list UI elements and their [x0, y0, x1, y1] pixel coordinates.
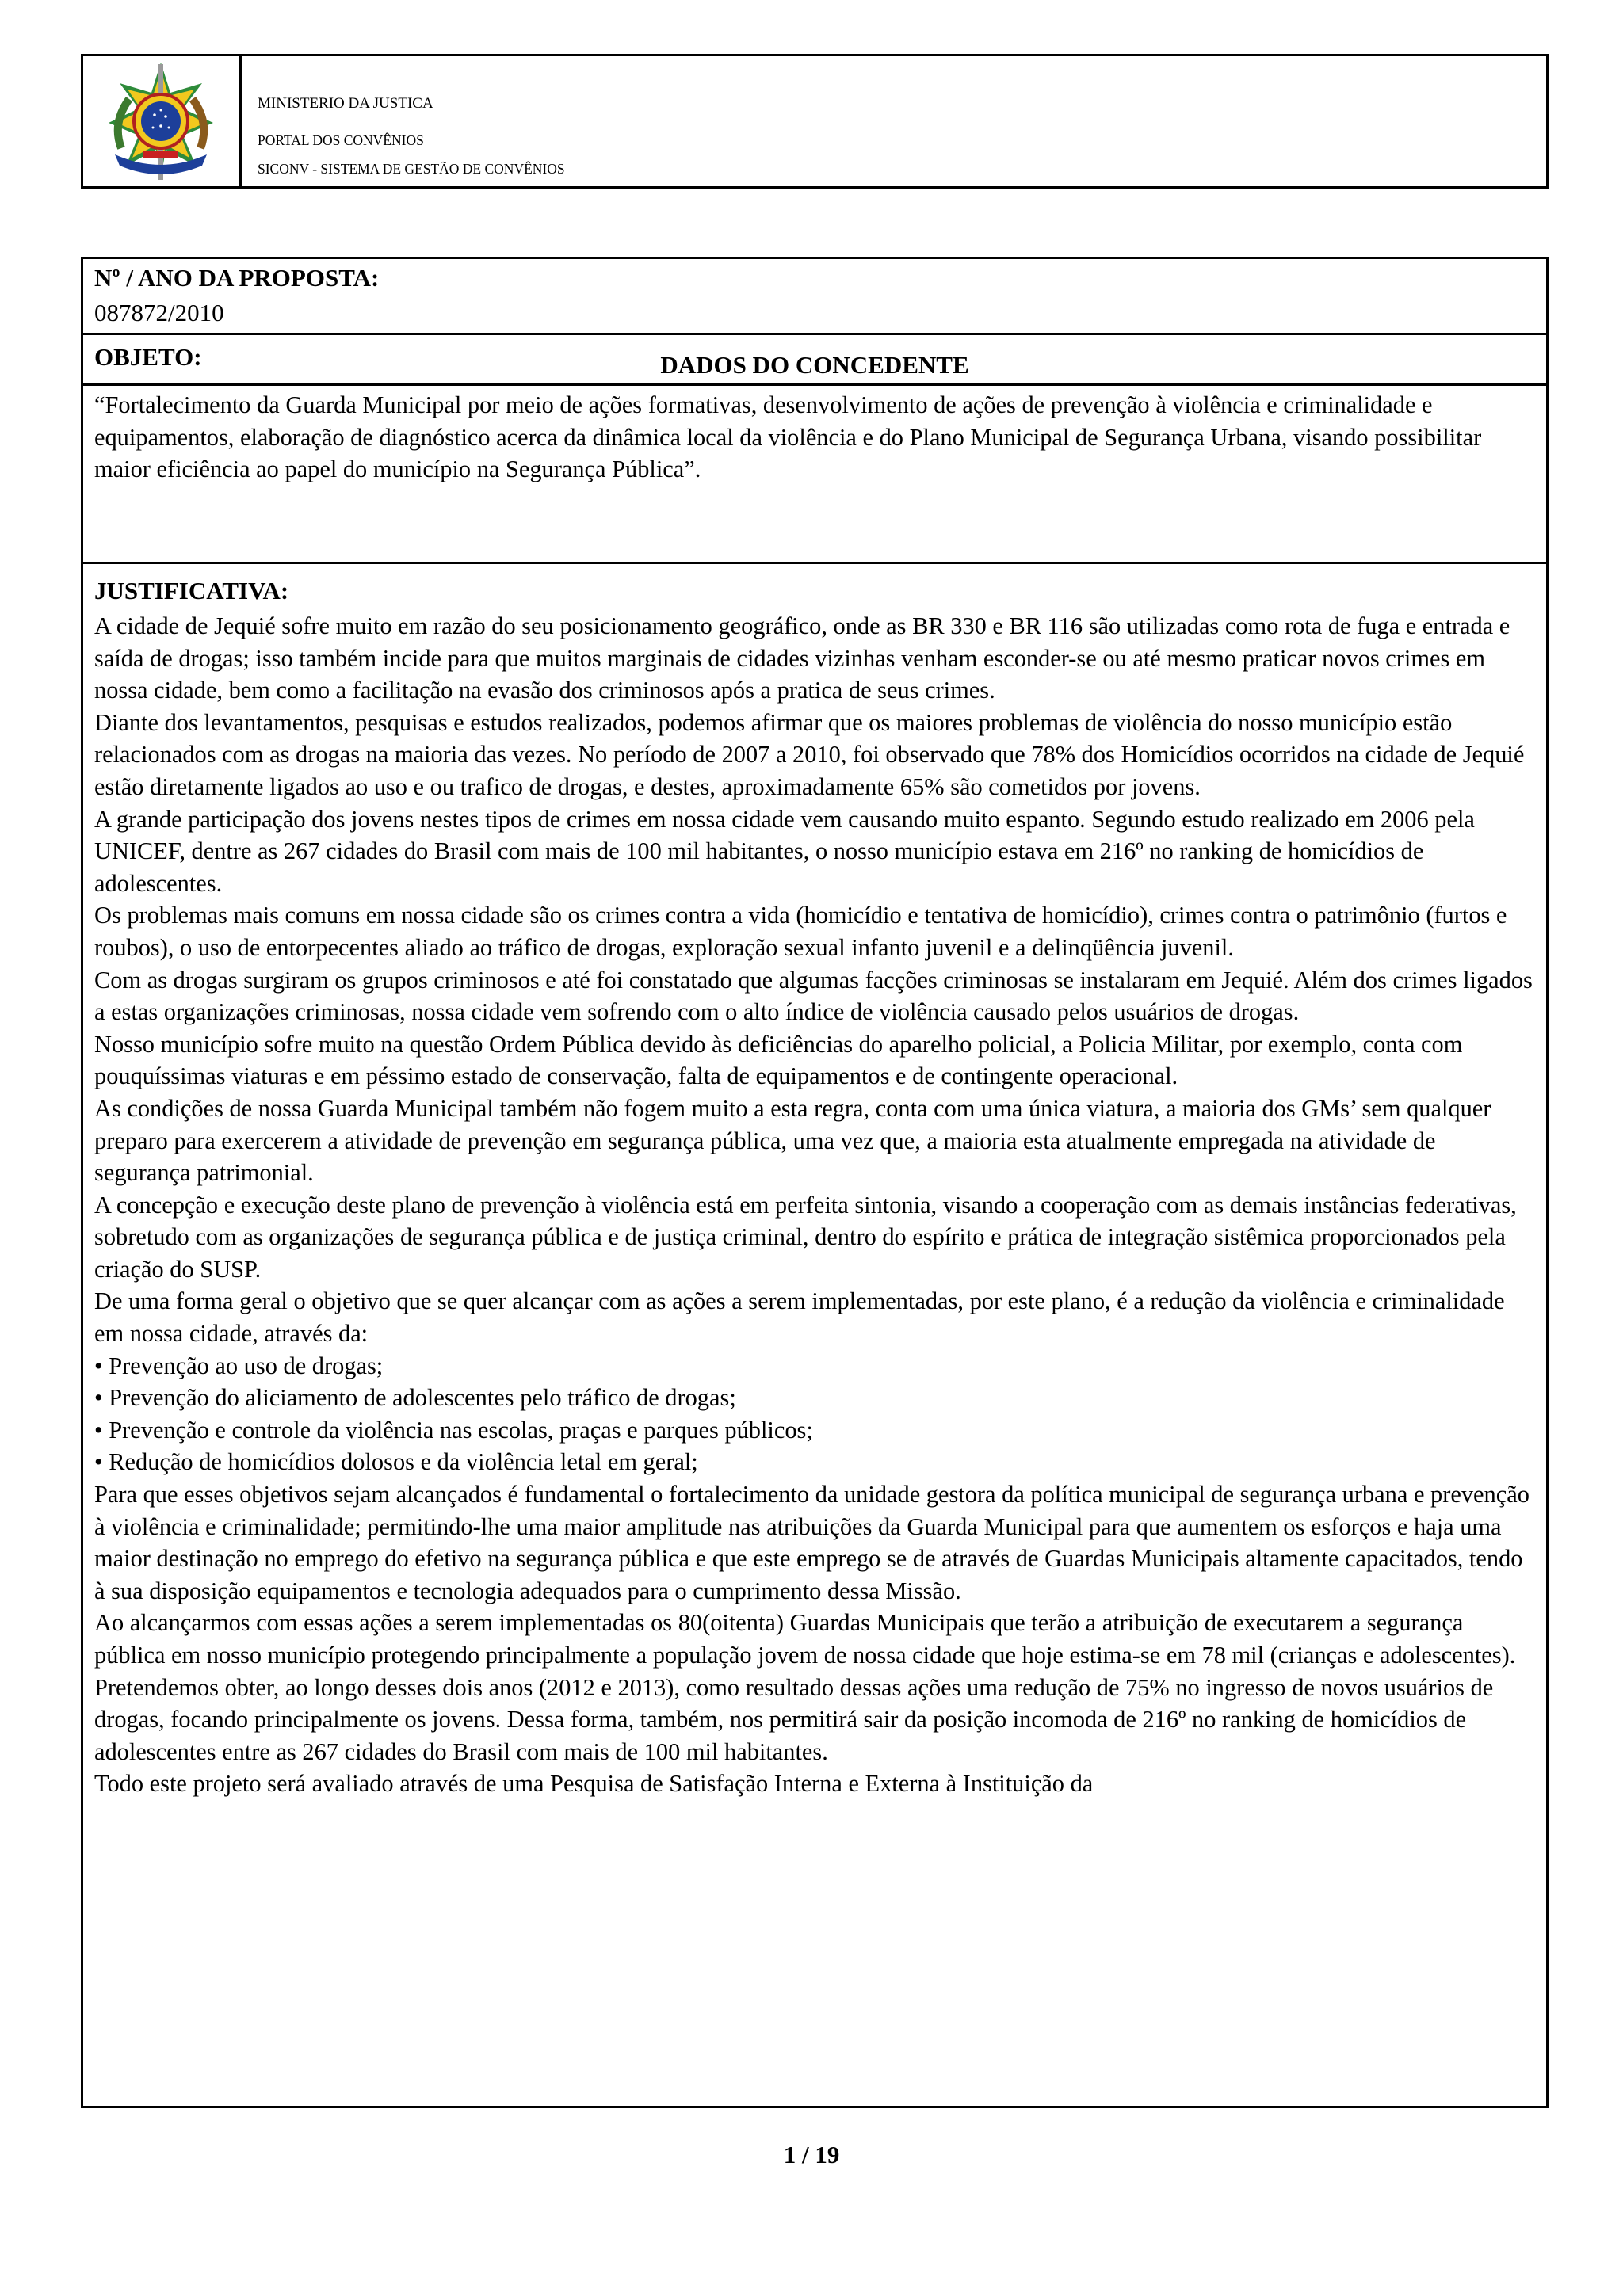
proposal-number-label: Nº / ANO DA PROPOSTA: [94, 264, 380, 292]
justificativa-paragraph: A grande participação dos jovens nestes tipos de crimes em nossa cidade vem causando muito espanto. Segundo estudo realizado em 2006 pela UNICEF, dentre as 267 cidades do Brasil com mais de 100 mil habitantes, o nosso município estava em 216º no ranking de homicídios de adolescentes. [94, 805, 1475, 897]
brazil-coat-of-arms-icon [97, 59, 224, 183]
portal-name: PORTAL DOS CONVÊNIOS [258, 132, 424, 148]
concedente-section [83, 335, 1546, 386]
justificativa-paragraph: De uma forma geral o objetivo que se quer alcançar com as ações a serem implementadas, por este plano, é a redução da violência e criminalidade em nossa cidade, através da: [94, 1287, 1505, 1348]
justificativa-body [94, 610, 1535, 1800]
page-header [81, 54, 1549, 189]
system-name: SICONV - SISTEMA DE GESTÃO DE CONVÊNIOS [258, 161, 565, 177]
objeto-label: OBJETO: [94, 343, 202, 371]
total-pages: 19 [815, 2141, 840, 2168]
proposal-form [81, 257, 1549, 2108]
justificativa-paragraph: A concepção e execução deste plano de prevenção à violência está em perfeita sintonia, visando a cooperação com as demais instâncias federativas, sobretudo com as organizações de segurança pública e de justiça criminal, dentro do espírito e prática de integração sistêmica proporcionados pela criação do SUSP. [94, 1191, 1517, 1283]
objective-bullet: • Redução de homicídios dolosos e da violência letal em geral; [94, 1448, 698, 1476]
page-number [0, 2142, 1623, 2167]
justificativa-paragraph: Para que esses objetivos sejam alcançados é fundamental o fortalecimento da unidade gestora da política municipal de segurança urbana e prevenção à violência e criminalidade; permitindo-lhe uma maior amplitude nas atribuições da Guarda Municipal para que aumentem os esforços e haja uma maior destinação no emprego do efetivo na segurança pública e que este emprego se de através de Guardas Municipais altamente capacitados, tendo à sua disposição equipamentos e tecnologia adequados para o cumprimento dessa Missão. [94, 1481, 1529, 1604]
ministry-name: MINISTERIO DA JUSTICA [258, 95, 433, 112]
justificativa-paragraph: Diante dos levantamentos, pesquisas e estudos realizados, podemos afirmar que os maiores problemas de violência do nosso município estão relacionados com as drogas na maioria das vezes. No período de 2007 a 2010, foi observado que 78% dos Homicídios ocorridos na cidade de Jequié estão diretamente ligados ao uso e ou trafico de drogas, e destes, aproximadamente 65% são cometidos por jovens. [94, 708, 1525, 800]
objeto-text: “Fortalecimento da Guarda Municipal por meio de ações formativas, desenvolvimento de ações de prevenção à violência e criminalidade e equipamentos, elaboração de diagnóstico acerca da dinâmica local da violência e do Plano Municipal de Segurança Urbana, visando possibilitar maior eficiência ao papel do município na Segurança Pública”. [94, 391, 1482, 483]
justificativa-paragraph: Com as drogas surgiram os grupos criminosos e até foi constatado que algumas facções criminosas se instalaram em Jequié. Além dos crimes ligados a estas organizações criminosas, nossa cidade vem sofrendo com o alto índice de violência causado pelos usuários de drogas. [94, 966, 1533, 1026]
objective-bullet: • Prevenção e controle da violência nas escolas, praças e parques públicos; [94, 1416, 813, 1444]
justificativa-section [83, 564, 1546, 2106]
justificativa-paragraph: As condições de nossa Guarda Municipal também não fogem muito a esta regra, conta com uma única viatura, a maioria dos GMs’ sem qualquer preparo para exercerem a atividade de prevenção em segurança pública, uma vez que, a maioria esta atualmente empregada na atividade de segurança patrimonial. [94, 1094, 1491, 1187]
logo-cell [83, 56, 242, 186]
justificativa-paragraph: A cidade de Jequié sofre muito em razão do seu posicionamento geográfico, onde as BR 330 e BR 116 são utilizadas como rota de fuga e entrada e saída de drogas; isso também incide para que muitos marginais de cidades vizinhas venham esconder-se ou até mesmo praticar novos crimes em nossa cidade, bem como a facilitação na evasão dos criminosos após a pratica de seus crimes. [94, 612, 1510, 704]
current-page: 1 [783, 2141, 796, 2168]
objective-bullet: • Prevenção ao uso de drogas; [94, 1352, 384, 1379]
justificativa-paragraph: Os problemas mais comuns em nossa cidade são os crimes contra a vida (homicídio e tentativa de homicídio), crimes contra o patrimônio (furtos e roubos), o uso de entorpecentes aliado ao tráfico de drogas, exploração sexual infanto juvenil e a delinqüência juvenil. [94, 902, 1507, 961]
page-separator: / [801, 2141, 809, 2168]
concedente-title: DADOS DO CONCEDENTE [660, 351, 969, 379]
justificativa-paragraph: Todo este projeto será avaliado através de uma Pesquisa de Satisfação Interna e Externa à Instituição da [94, 1770, 1094, 1798]
justificativa-paragraph: Ao alcançarmos com essas ações a serem implementadas os 80(oitenta) Guardas Municipais que terão a atribuição de executarem a segurança pública em nosso município protegendo principalmente a população jovem de nossa cidade que hoje estima-se em 78 mil (crianças e adolescentes). Pretendemos obter, ao longo desses dois anos (2012 e 2013), como resultado dessas ações uma redução de 75% no ingresso de novos usuários de drogas, focando principalmente os jovens. Dessa forma, também, nos permitirá sair da posição incomoda de 216º no ranking de homicídios de adolescentes entre as 267 cidades do Brasil com mais de 100 mil habitantes. [94, 1609, 1516, 1765]
justificativa-paragraph: Nosso município sofre muito na questão Ordem Pública devido às deficiências do aparelho policial, a Policia Militar, por exemplo, conta com pouquíssimas viaturas e em péssimo estado de conservação, falta de equipamentos e de contingente operacional. [94, 1030, 1463, 1090]
justificativa-label: JUSTIFICATIVA: [94, 577, 289, 605]
proposal-number-value: 087872/2010 [94, 299, 224, 326]
proposal-number-section [83, 259, 1546, 335]
objective-bullet: • Prevenção do aliciamento de adolescentes pelo tráfico de drogas; [94, 1384, 736, 1412]
